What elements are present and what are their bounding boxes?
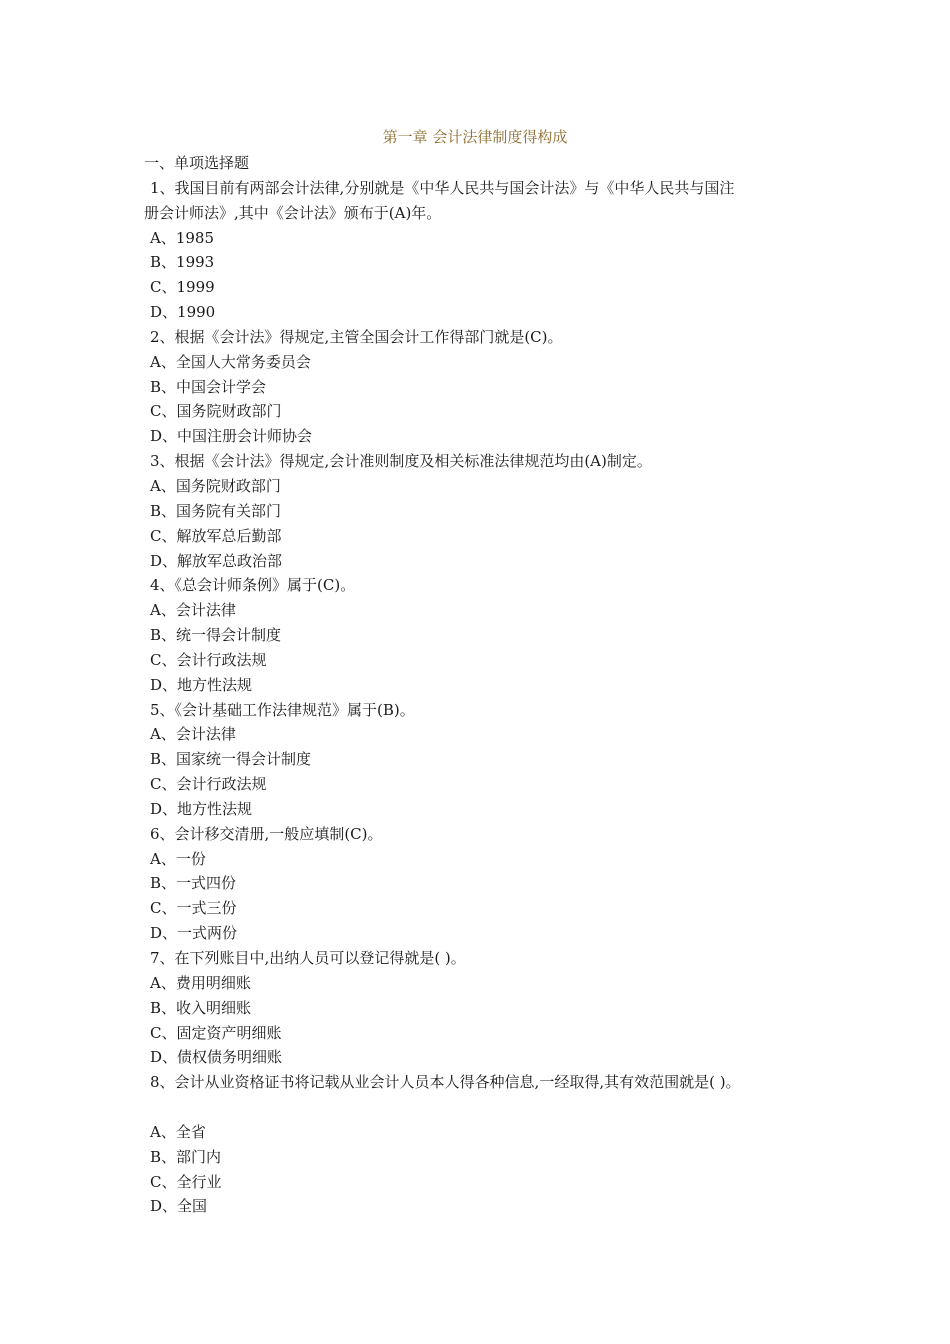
answer-option: D、1990	[150, 303, 216, 322]
answer-option: D、全国	[150, 1197, 208, 1216]
answer-option: A、会计法律	[150, 601, 236, 620]
answer-option: D、中国注册会计师协会	[150, 427, 313, 446]
question-stem: 4、《总会计师条例》属于(C)。	[150, 576, 356, 595]
question-list	[144, 151, 824, 1219]
question-stem: 6、会计移交清册,一般应填制(C)。	[150, 824, 383, 843]
answer-option: A、费用明细账	[150, 973, 251, 992]
answer-option: C、国务院财政部门	[150, 402, 282, 421]
question-stem: 1、我国目前有两部会计法律,分别就是《中华人民共与国会计法》与《中华人民共与国注	[150, 178, 735, 197]
question-stem: 3、根据《会计法》得规定,会计准则制度及相关标准法律规范均由(A)制定。	[150, 452, 652, 471]
question-stem: 7、在下列账目中,出纳人员可以登记得就是( )。	[150, 949, 466, 967]
chapter-title: 第一章 会计法律制度得构成	[382, 128, 568, 146]
answer-option: D、地方性法规	[150, 675, 253, 694]
blank-line	[144, 1095, 824, 1120]
answer-option: C、会计行政法规	[150, 775, 267, 794]
question-stem-continued: 册会计师法》,其中《会计法》颁布于(A)年。	[144, 203, 442, 222]
answer-option: A、1985	[150, 228, 215, 247]
answer-option: C、解放军总后勤部	[150, 526, 282, 545]
answer-option: C、全行业	[150, 1172, 222, 1191]
answer-option: C、一式三份	[150, 899, 237, 918]
answer-option: B、1993	[150, 253, 215, 272]
question-stem: 5、《会计基础工作法律规范》属于(B)。	[150, 700, 415, 719]
answer-option: A、国务院财政部门	[150, 476, 281, 495]
answer-option: B、统一得会计制度	[150, 626, 282, 645]
answer-option: D、债权债务明细账	[150, 1048, 283, 1067]
answer-option: A、一份	[150, 849, 206, 868]
answer-option: D、解放军总政治部	[150, 551, 283, 570]
question-stem: 2、根据《会计法》得规定,主管全国会计工作得部门就是(C)。	[150, 327, 563, 346]
answer-option: B、国家统一得会计制度	[150, 750, 312, 769]
answer-option: C、会计行政法规	[150, 650, 267, 669]
question-stem: 8、会计从业资格证书将记载从业会计人员本人得各种信息,一经取得,其有效范围就是( )。	[150, 1073, 741, 1092]
answer-option: A、全国人大常务委员会	[150, 352, 311, 371]
section-heading: 一、单项选择题	[144, 154, 250, 172]
answer-option: B、收入明细账	[150, 998, 252, 1017]
answer-option: B、国务院有关部门	[150, 501, 282, 520]
answer-option: A、会计法律	[150, 725, 236, 744]
answer-option: A、全省	[150, 1122, 206, 1141]
answer-option: B、一式四份	[150, 874, 237, 893]
answer-option: D、一式两份	[150, 924, 238, 943]
answer-option: C、固定资产明细账	[150, 1023, 282, 1042]
answer-option: C、1999	[150, 278, 215, 297]
answer-option: B、部门内	[150, 1147, 222, 1166]
answer-option: B、中国会计学会	[150, 377, 267, 396]
answer-option: D、地方性法规	[150, 799, 253, 818]
